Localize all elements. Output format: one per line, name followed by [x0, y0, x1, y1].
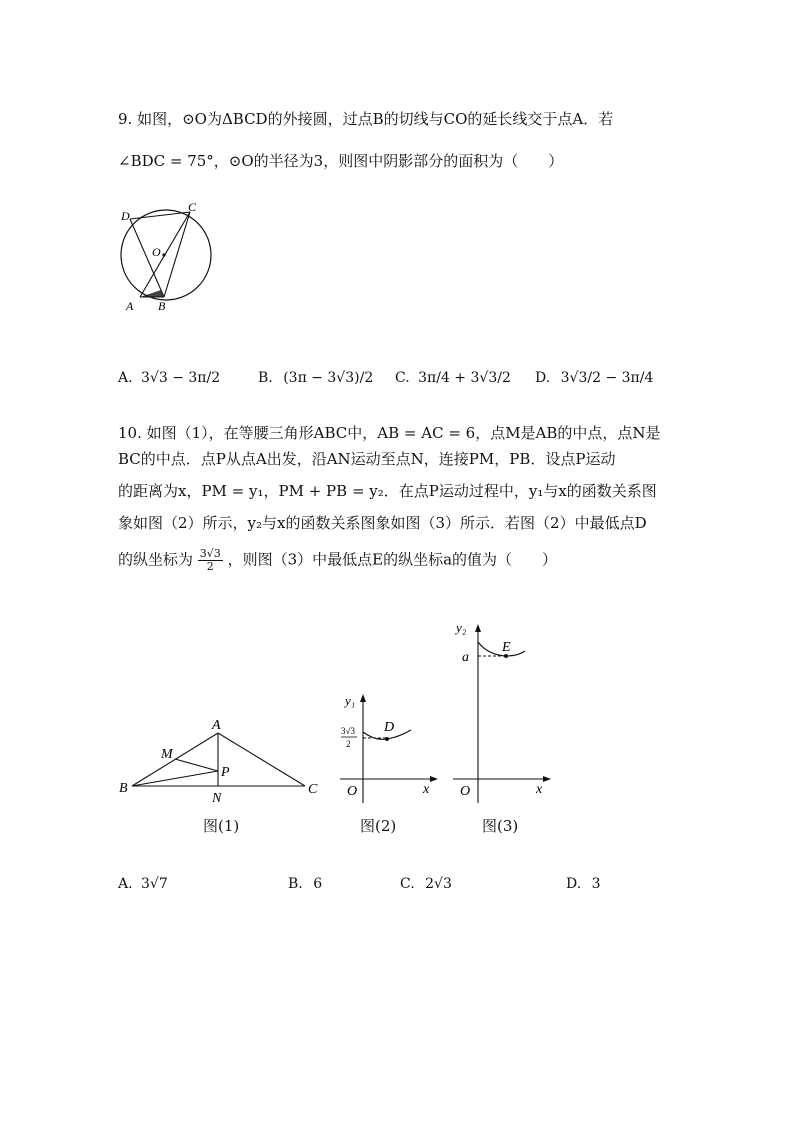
q10-line-4: 象如图（2）所示，y₂与x的函数关系图象如图（3）所示．若图（2）中最低点D: [118, 514, 647, 532]
q9-option-c[interactable]: [395, 370, 511, 386]
q10-line-5-suffix: ，则图（3）中最低点E的纵坐标a的值为（ ）: [227, 550, 558, 569]
fig1-label-p: P: [221, 765, 230, 780]
q10-line-3: 的距离为x，PM = y₁，PM + PB = y₂．在点P运动过程中，y₁与x的函数关系图: [118, 482, 657, 500]
fig3-label-o: O: [460, 784, 471, 799]
label-b: B: [158, 299, 166, 313]
fig2-label-d: D: [384, 720, 395, 735]
fig3-caption: 图(3): [482, 817, 519, 835]
q9-option-d-text: 3√3/2 − 3π/4: [560, 370, 654, 386]
q10-line-5-prefix: 的纵坐标为: [118, 550, 194, 569]
q10-option-c[interactable]: [400, 876, 452, 892]
q10-option-a-text: 3√7: [141, 876, 168, 892]
q10-option-a-label: A.: [118, 876, 133, 892]
fig2-ytick-den: 2: [346, 739, 351, 749]
q9-option-a-text: 3√3 − 3π/2: [141, 370, 221, 386]
label-d: D: [121, 209, 130, 223]
fig2-ytick-num: 3√3: [341, 726, 355, 736]
q10-option-c-label: C.: [400, 876, 415, 892]
q10-line-2: BC的中点．点P从点A出发，沿AN运动至点N，连接PM，PB．设点P运动: [118, 450, 616, 468]
q9-option-a[interactable]: [118, 370, 220, 386]
fig1-label-b: B: [119, 781, 128, 796]
fig2-caption: 图(2): [360, 817, 397, 835]
q10-option-d[interactable]: [566, 876, 601, 892]
fig1-label-c: C: [308, 782, 318, 797]
q10-figure-3: [448, 615, 553, 805]
fig2-label-x: x: [423, 782, 430, 797]
q9-option-c-text: 3π/4 + 3√3/2: [418, 370, 511, 386]
fig1-label-n: N: [212, 791, 222, 806]
fraction-denominator: 2: [206, 560, 214, 573]
q10-figure-1: [115, 712, 325, 807]
label-c: C: [188, 200, 197, 214]
fig1-caption: 图(1): [203, 817, 240, 835]
label-o: O: [152, 245, 161, 259]
q10-line-5: [118, 548, 557, 573]
fraction-numerator: 3√3: [199, 547, 221, 560]
fig1-label-a: A: [212, 718, 221, 733]
fig3-label-e: E: [502, 640, 511, 655]
q9-option-b[interactable]: [258, 370, 373, 386]
fig3-label-x: x: [536, 782, 543, 797]
q10-option-d-text: 3: [591, 876, 601, 892]
q10-option-b-text: 6: [313, 876, 323, 892]
fig2-label-y: y₁: [345, 693, 356, 708]
q9-option-a-label: A.: [118, 370, 133, 386]
q9-option-c-label: C.: [395, 370, 410, 386]
q9-option-d-label: D.: [535, 370, 551, 386]
q10-option-d-label: D.: [566, 876, 582, 892]
q10-line-1: 10. 如图（1），在等腰三角形ABC中，AB = AC = 6，点M是AB的中点，点N是: [118, 424, 661, 442]
circle-o: [121, 210, 211, 300]
q10-figure-2: [335, 685, 440, 805]
q9-option-d[interactable]: [535, 370, 653, 386]
q10-option-b[interactable]: [288, 876, 322, 892]
fig3-label-y: y₂: [456, 620, 467, 635]
q10-option-c-text: 2√3: [425, 876, 452, 892]
q9-option-b-text: (3π − 3√3)/2: [283, 370, 374, 386]
q9-line-1: 9. 如图，⊙O为ΔBCD的外接圆，过点B的切线与CO的延长线交于点A．若: [118, 110, 614, 128]
fig3-label-a: a: [462, 650, 469, 665]
q9-option-b-label: B.: [258, 370, 273, 386]
label-a: A: [126, 299, 134, 313]
q10-option-a[interactable]: [118, 876, 168, 892]
q10-option-b-label: B.: [288, 876, 303, 892]
fig2-label-o: O: [347, 784, 358, 799]
fig1-label-m: M: [161, 747, 173, 762]
q10-line-5-fraction: [198, 548, 223, 573]
q9-line-2: ∠BDC = 75°，⊙O的半径为3，则图中阴影部分的面积为（ ）: [118, 152, 564, 170]
q9-circle-figure: [112, 200, 222, 320]
